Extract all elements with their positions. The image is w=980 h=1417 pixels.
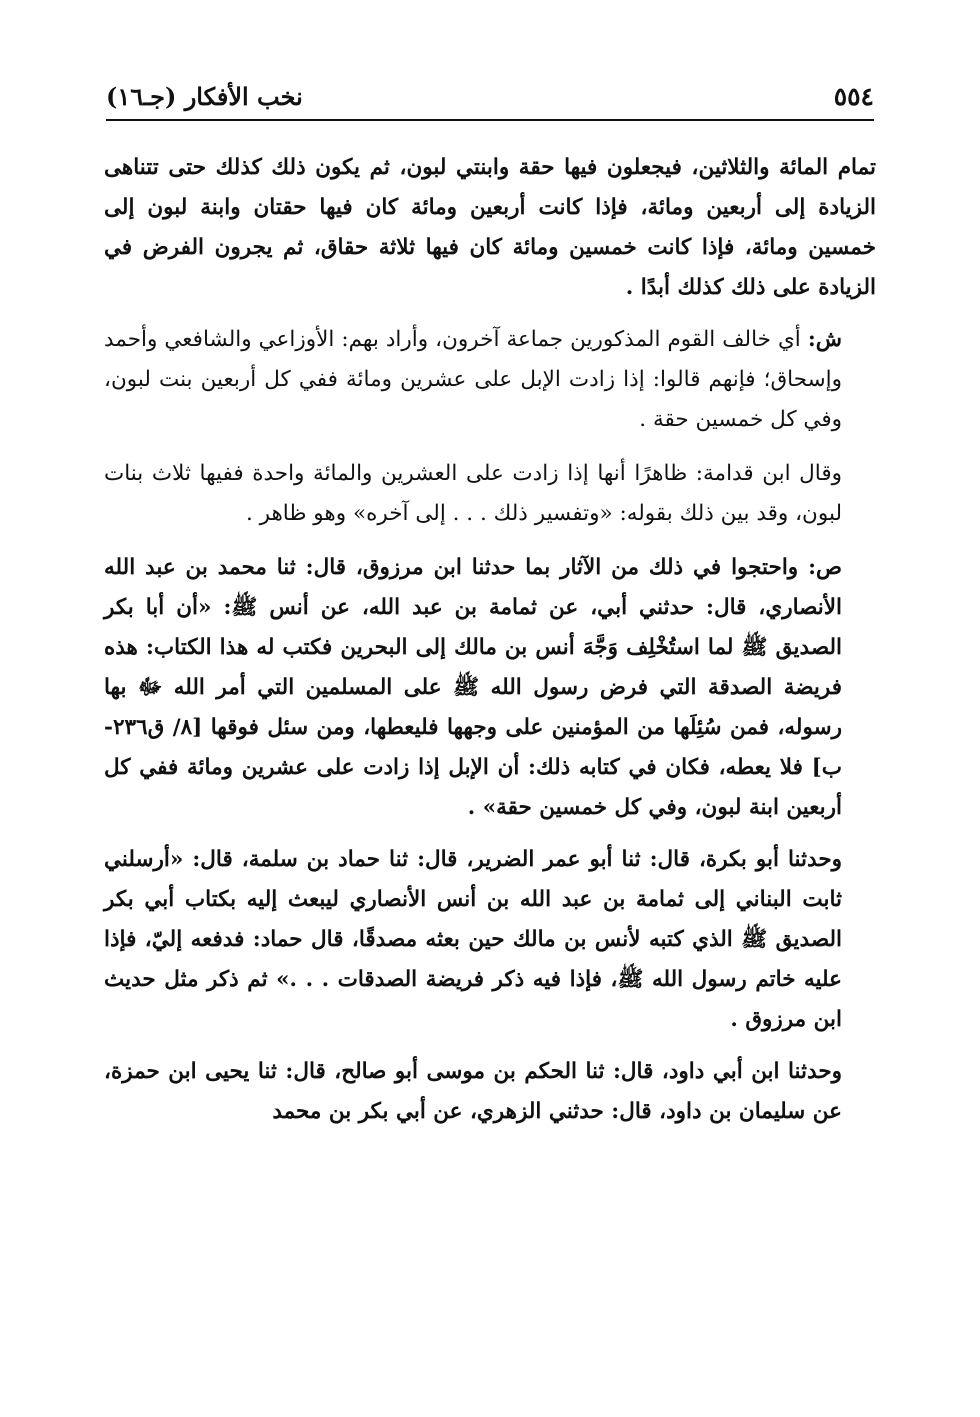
commentary-marker: ش: (807, 327, 842, 352)
paragraph-6 (104, 1052, 876, 1132)
paragraph-text: وقال ابن قدامة: ظاهرًا أنها إذا زادت على العشرين والمائة واحدة ففيها ثلاث بنات لبون، وقد بين ذلك بقوله: «وتفسير ذلك . . . إلى آخره» وهو ظاهر . (104, 461, 842, 526)
paragraph-5 (104, 840, 876, 1040)
page-header (106, 76, 874, 116)
paragraph-text: وحدثنا أبو بكرة، قال: ثنا أبو عمر الضرير، قال: ثنا حماد بن سلمة، قال: «أرسلني ثابت البناني إلى ثمامة بن عبد الله بن أنس الأنصاري ليبعث إليه بكتاب أبي بكر الصديق ﷺ الذي كتبه لأنس بن مالك حين بعثه مصدقًا، قال حماد: فدفعه إليّ، فإذا عليه خاتم رسول الله ﷺ، فإذا فيه ذكر فريضة الصدقات . . .» ثم ذكر مثل حديث ابن مرزوق . (104, 847, 842, 1032)
paragraph-text: واحتجوا في ذلك من الآثار بما حدثنا ابن مرزوق، قال: ثنا محمد بن عبد الله الأنصاري، قال: حدثني أبي، عن ثمامة بن عبد الله، عن أنس ﷺ: «أن أبا بكر الصديق ﷺ لما استُخْلِف وَجَّهَ أنس بن مالك إلى البحرين فكتب له هذا الكتاب: هذه فريضة الصدقة التي فرض رسول الله ﷺ على المسلمين التي أمر الله ﷻ بها رسوله، فمن سُئِلَها من المؤمنين على وجهها فليعطها، ومن سئل فوقها [٨/ ق٢٣٦-ب] فلا يعطه، فكان في كتابه ذلك: أن الإبل إذا زادت على عشرين ومائة ففي كل أربعين ابنة لبون، وفي كل خمسين حقة» . (104, 555, 842, 820)
running-title: نخب الأفكار (جـ١٦) (106, 82, 303, 111)
paragraph-1 (104, 148, 876, 308)
header-rule (106, 119, 874, 121)
paragraph-text: تمام المائة والثلاثين، فيجعلون فيها حقة وابنتي لبون، ثم يكون ذلك كذلك حتى تتناهى الزيادة إلى أربعين ومائة، فإذا كانت أربعين ومائة كان فيها حقتان وابنة لبون إلى خمسين ومائة، فإذا كانت خمسين ومائة كان فيها ثلاثة حقاق، ثم يجرون الفرض في الزيادة على ذلك كذلك أبدًا . (104, 155, 876, 300)
paragraph-text: وحدثنا ابن أبي داود، قال: ثنا الحكم بن موسى أبو صالح، قال: ثنا يحيى ابن حمزة، عن سليمان بن داود، قال: حدثني الزهري، عن أبي بكر بن محمد (104, 1059, 842, 1124)
page-number: ٥٥٤ (833, 82, 874, 111)
paragraph-4-text (104, 548, 876, 828)
paragraph-text: أي خالف القوم المذكورين جماعة آخرون، وأراد بهم: الأوزاعي والشافعي وأحمد وإسحاق؛ فإنهم قالوا: إذا زادت الإبل على عشرين ومائة ففي كل أربعين بنت لبون، وفي كل خمسين حقة . (104, 327, 842, 432)
paragraph-3 (104, 454, 876, 534)
paragraph-2-commentary (104, 320, 876, 440)
text-marker: ص: (808, 555, 842, 580)
page-body (104, 148, 876, 1132)
